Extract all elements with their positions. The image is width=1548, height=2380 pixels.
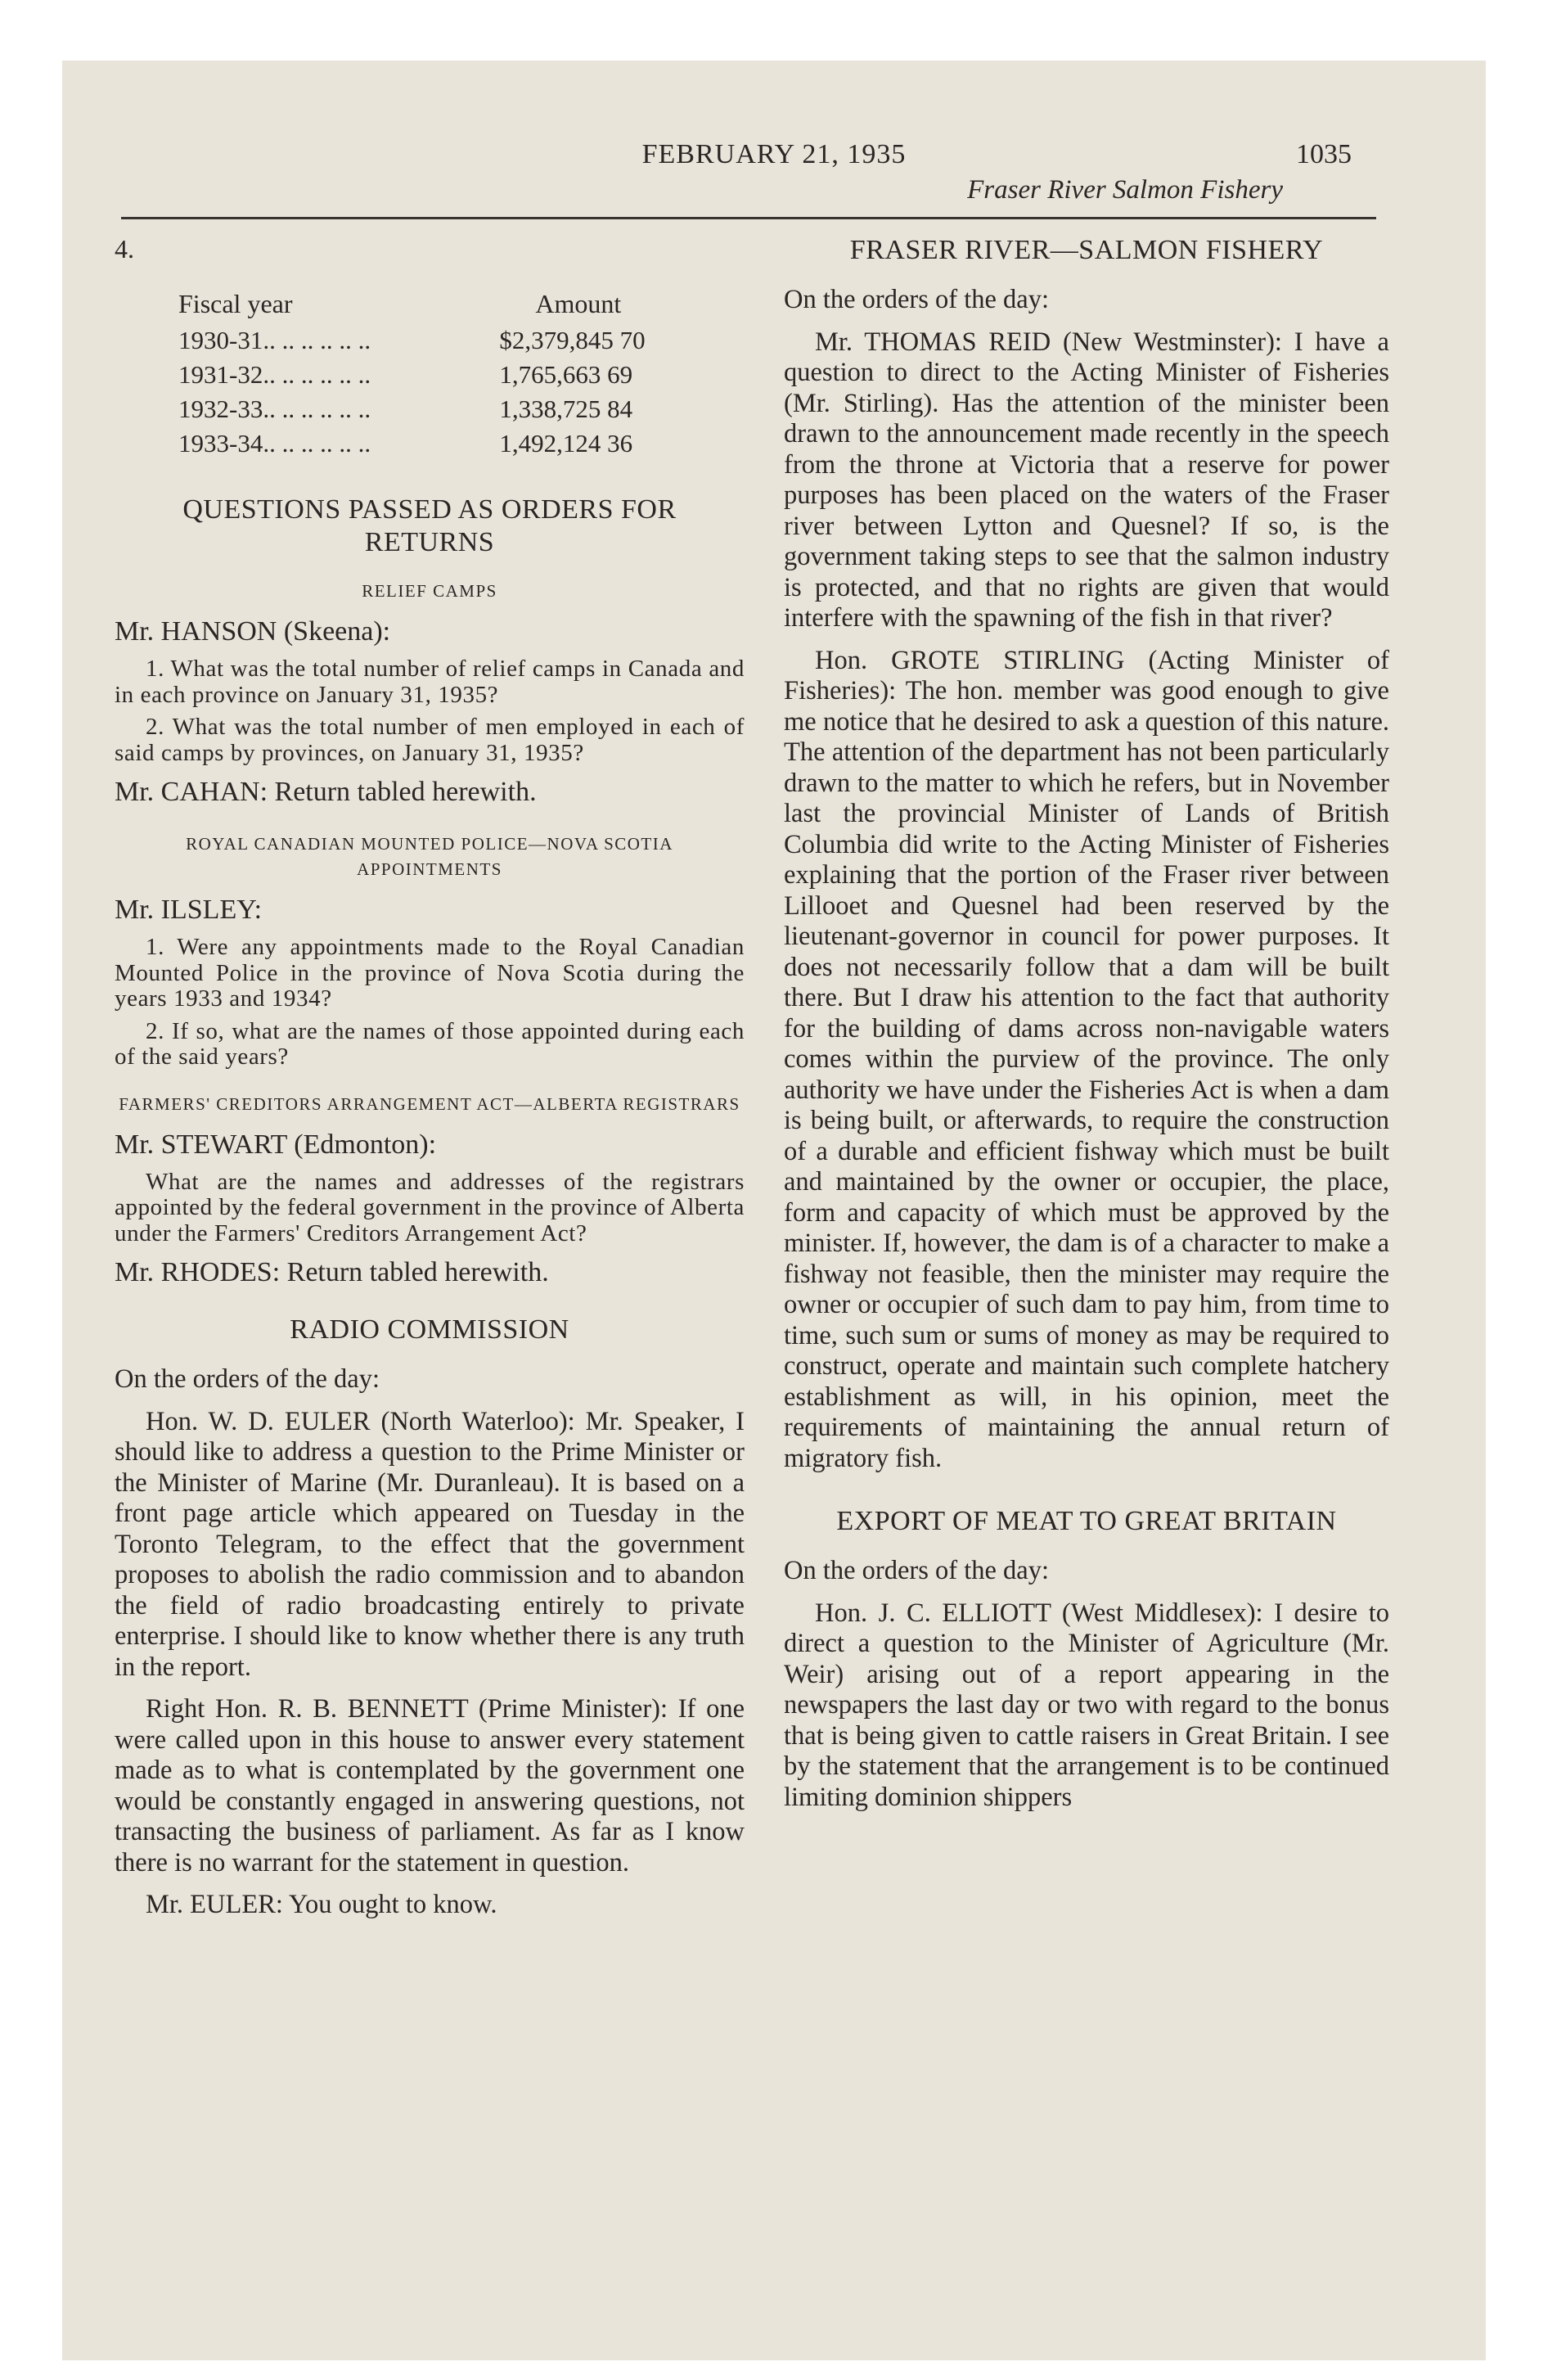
radio-commission-heading: RADIO COMMISSION bbox=[290, 1314, 569, 1345]
elliott-question: Hon. J. C. ELLIOTT (West Middlesex): I desire to direct a question to the Minister of Agriculture (Mr. Weir) arising out of a report appearing in the newspapers the last day or two with regard to the bonus that is being given to cattle raisers in Great Britain. I see by the statement that the arrangement is to be continued limiting dominion shippers bbox=[784, 1598, 1389, 1812]
fiscal-year-cell: 1933-34.. .. .. .. .. .. bbox=[178, 429, 371, 458]
amount-cell: 1,338,725 84 bbox=[499, 394, 633, 423]
table-row bbox=[178, 323, 743, 358]
table-row bbox=[178, 426, 743, 461]
speaker-hanson: Mr. HANSON (Skeena): bbox=[115, 616, 391, 647]
relief-question-2: 2. What was the total number of men employed in each of said camps by provinces, on January 31, 1935? bbox=[115, 714, 745, 766]
rcmp-question-1: 1. Were any appointments made to the Royal Canadian Mounted Police in the province of Nova Scotia during the years 1933 and 1934? bbox=[115, 934, 745, 1012]
amount-cell: 1,765,663 69 bbox=[499, 360, 633, 389]
orders-of-day: On the orders of the day: bbox=[784, 1556, 1050, 1585]
euler-reply: Mr. EULER: You ought to know. bbox=[146, 1890, 497, 1919]
fiscal-year-cell: 1930-31.. .. .. .. .. .. bbox=[178, 326, 371, 354]
header-rule bbox=[121, 217, 1376, 219]
euler-statement: Hon. W. D. EULER (North Waterloo): Mr. Speaker, I should like to address a question to the Prime Minister or the Minister of Marine (Mr. Duranleau). It is based on a front page article which appeared on Tuesday in the Toronto Telegram, to the effect that the government proposes to abolish the radio commission and to abandon the field of radio broadcasting entirely to private enterprise. I should like to know whether there is any truth in the report. bbox=[115, 1406, 745, 1682]
fiscal-year-cell: 1932-33.. .. .. .. .. .. bbox=[178, 394, 371, 423]
right-column bbox=[784, 234, 1389, 1824]
orders-of-day: On the orders of the day: bbox=[115, 1364, 380, 1394]
rcmp-question-2: 2. If so, what are the names of those appointed during each of the said years? bbox=[115, 1017, 745, 1070]
questions-heading: QUESTIONS PASSED AS ORDERS FOR RETURNS bbox=[182, 494, 677, 557]
speaker-stewart: Mr. STEWART (Edmonton): bbox=[115, 1129, 437, 1160]
fiscal-table bbox=[178, 284, 743, 461]
table-header-row bbox=[178, 284, 743, 323]
header-date: FEBRUARY 21, 1935 bbox=[641, 139, 907, 169]
amount-cell: $2,379,845 70 bbox=[499, 326, 646, 354]
item-number: 4. bbox=[115, 234, 134, 264]
relief-camps-heading: RELIEF CAMPS bbox=[362, 581, 497, 601]
table-row bbox=[178, 358, 743, 392]
fiscal-year-cell: 1931-32.. .. .. .. .. .. bbox=[178, 360, 371, 389]
left-column bbox=[115, 234, 745, 1932]
speaker-ilsley: Mr. ILSLEY: bbox=[115, 895, 263, 925]
stirling-answer: Hon. GROTE STIRLING (Acting Minister of Fisheries): The hon. member was good enough to give me notice that he desired to ask a question of this nature. The attention of the department has not been particularly drawn to the matter to which he refers, but in November last the provincial Minister of Lands of British Columbia did write to the Acting Minister of Fisheries explaining that the portion of the Fraser river between Lillooet and Quesnel had been reserved by the lieutenant-governor in council for power purposes. It does not necessarily follow that a dam will be built there. But I draw his attention to the fact that authority for the building of dams across non-navigable waters comes within the purview of the province. The only authority we have under the Fisheries Act is when a dam is being built, or afterwards, to require the construction of a durable and efficient fishway which must be built and maintained by the owner or occupier, the place, form and capacity of which must be approved by the minister. If, however, the dam is of a character to make a fishway not feasible, then the minister may require the owner or occupier of such dam to pay him, from time to time, such sum or sums of money as may be required to construct, operate and maintain such complete hatchery establishment as will, in his opinion, meet the requirements of maintaining the annual return of migratory fish. bbox=[784, 645, 1389, 1473]
orders-of-day: On the orders of the day: bbox=[784, 285, 1050, 314]
table-row bbox=[178, 392, 743, 426]
col-header-amount: Amount bbox=[535, 288, 622, 318]
amount-cell: 1,492,124 36 bbox=[499, 429, 633, 458]
relief-question-1: 1. What was the total number of relief camps in Canada and in each province on January 31, 1935? bbox=[115, 656, 745, 708]
fraser-river-heading: FRASER RIVER—SALMON FISHERY bbox=[849, 235, 1324, 265]
reid-question: Mr. THOMAS REID (New Westminster): I have a question to direct to the Acting Minister of Fisheries (Mr. Stirling). Has the attention of the minister been drawn to the announcement made recently in the speech from the throne at Victoria that a reserve for power purposes has been placed on the waters of the Fraser river between Lytton and Quesnel? If so, is the government taking steps to see that the salmon industry is protected, and that no rights are given that would interfere with the spawning of the fish in that river? bbox=[784, 327, 1389, 633]
rcmp-heading: ROYAL CANADIAN MOUNTED POLICE—NOVA SCOTIA APPOINTMENTS bbox=[186, 834, 673, 879]
running-head-topic: Fraser River Salmon Fishery bbox=[967, 175, 1283, 205]
farmers-heading: FARMERS' CREDITORS ARRANGEMENT ACT—ALBERTA REGISTRARS bbox=[119, 1093, 740, 1114]
reply-cahan: Mr. CAHAN: Return tabled herewith. bbox=[115, 777, 537, 807]
bennett-statement: Right Hon. R. B. BENNETT (Prime Minister): If one were called upon in this house to answer every statement made as to what is contemplated by the government one would be constantly engaged in answering questions, not transacting the business of parliament. As far as I know there is no warrant for the statement in question. bbox=[115, 1694, 745, 1877]
farmers-question: What are the names and addresses of the registrars appointed by the federal government in the province of Alberta under the Farmers' Creditors Arrangement Act? bbox=[115, 1168, 745, 1246]
reply-rhodes: Mr. RHODES: Return tabled herewith. bbox=[115, 1257, 549, 1287]
export-meat-heading: EXPORT OF MEAT TO GREAT BRITAIN bbox=[836, 1506, 1337, 1536]
col-header-year: Fiscal year bbox=[178, 288, 293, 318]
page-number: 1035 bbox=[1296, 139, 1352, 169]
